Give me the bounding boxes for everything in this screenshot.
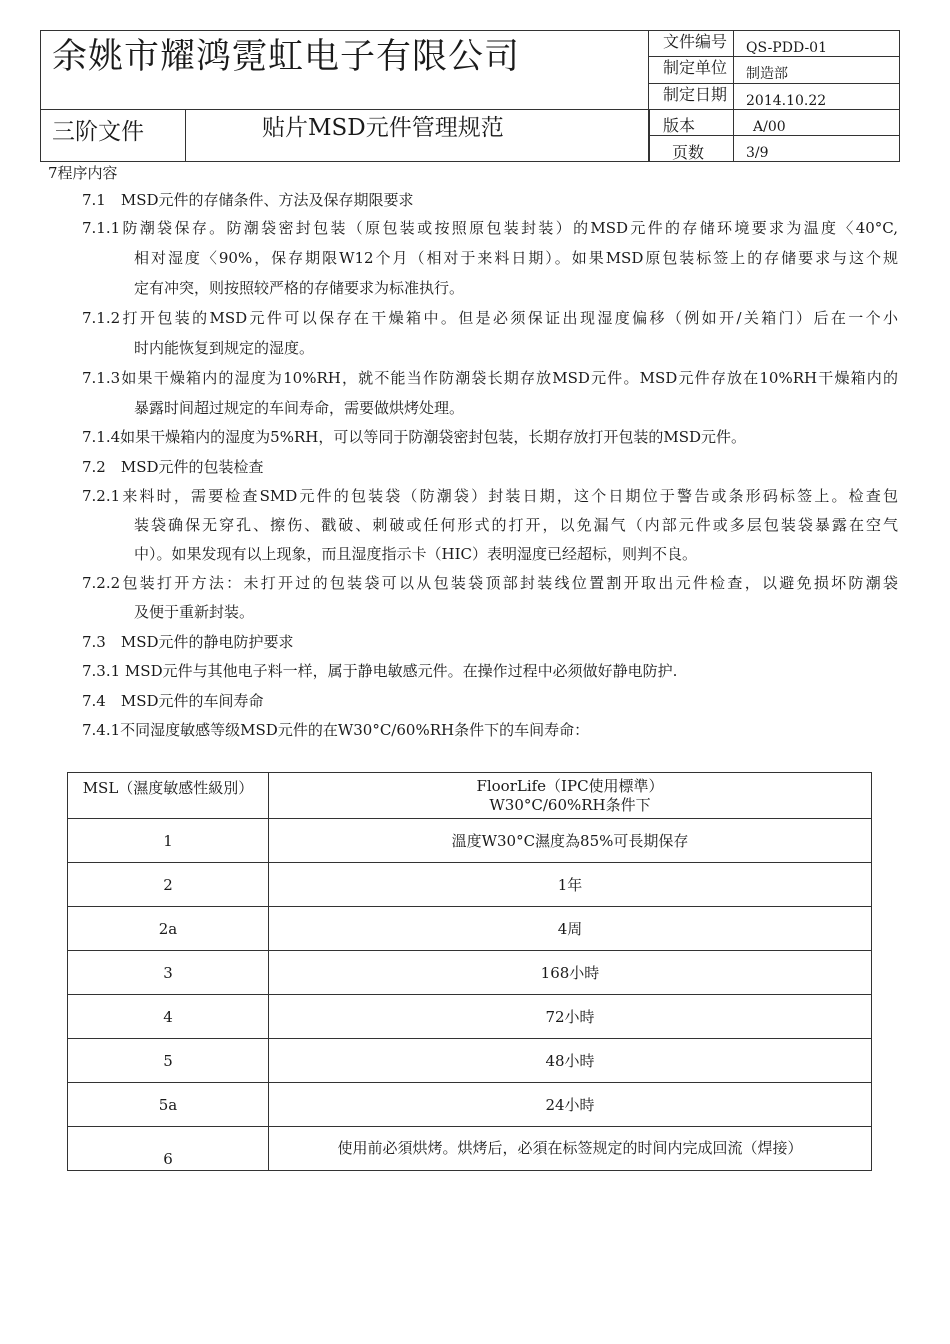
para-7-1-1-line-1: 7.1.1防潮袋保存。防潮袋密封包装（原包装或按照原包装封装）的MSD元件的存储环境要求为温度〈40°C, <box>82 219 898 237</box>
floor-life: 72小時 <box>269 995 872 1039</box>
floor-life: 168小時 <box>269 951 872 995</box>
meta-value-dept: 制造部 <box>746 66 788 82</box>
para-7-1-2-line-1: 7.1.2打开包装的MSD元件可以保存在干燥箱中。但是必须保证出现湿度偏移（例如开/关箱门）后在一个小 <box>82 309 898 327</box>
para-7-1-1-line-3: 定有冲突，则按照较严格的存储要求为标准执行。 <box>134 279 465 297</box>
meta-label-doc-no: 文件编号 <box>663 32 728 51</box>
subsection-7-3: 7.3 MSD元件的静电防护要求 <box>82 633 294 651</box>
header-floor-life-line-2: W30°C/60%RH条件下 <box>489 796 651 814</box>
para-7-1-3-line-1: 7.1.3如果干燥箱内的湿度为10%RH，就不能当作防潮袋长期存放MSD元件。MSD元件存放在10%RH干燥箱内的 <box>82 369 898 387</box>
table-row <box>68 1083 872 1127</box>
msl-level: 2 <box>68 863 269 907</box>
para-7-4-1: 7.4.1不同湿度敏感等级MSD元件的在W30°C/60%RH条件下的车间寿命： <box>82 721 590 739</box>
msl-level: 6 <box>68 1127 269 1171</box>
meta-label-version: 版本 <box>663 116 696 135</box>
para-7-2-2-line-2: 及便于重新封装。 <box>134 603 255 621</box>
floor-life: 48小時 <box>269 1039 872 1083</box>
table-row <box>68 1127 872 1171</box>
msl-level: 2a <box>68 907 269 951</box>
table-row <box>68 819 872 863</box>
para-7-1-3-line-2: 暴露时间超过规定的车间寿命，需要做烘烤处理。 <box>134 399 465 417</box>
meta-value-doc-no: QS-PDD-01 <box>746 40 827 56</box>
meta-label-date: 制定日期 <box>663 85 728 104</box>
para-7-2-1-line-2: 装袋确保无穿孔、擦伤、戳破、刺破或任何形式的打开，以免漏气（内部元件或多层包装袋暴露在空气 <box>134 516 898 534</box>
table-row <box>68 951 872 995</box>
msl-level: 3 <box>68 951 269 995</box>
document-level: 三阶文件 <box>52 119 144 145</box>
msl-level: 5 <box>68 1039 269 1083</box>
para-7-2-2-line-1: 7.2.2包装打开方法：未打开过的包装袋可以从包装袋顶部封装线位置割开取出元件检查，以避免损坏防潮袋 <box>82 574 898 592</box>
meta-label-pages: 页数 <box>672 143 705 162</box>
msl-level: 1 <box>68 819 269 863</box>
document-title: 贴片MSD元件管理规范 <box>262 115 504 141</box>
table-header-row <box>68 773 872 819</box>
msl-level: 5a <box>68 1083 269 1127</box>
table-row <box>68 995 872 1039</box>
subsection-7-4: 7.4 MSD元件的车间寿命 <box>82 692 264 710</box>
floor-life: 24小時 <box>269 1083 872 1127</box>
floor-life: 1年 <box>269 863 872 907</box>
floor-life: 4周 <box>269 907 872 951</box>
table-row <box>68 1039 872 1083</box>
subsection-7-2: 7.2 MSD元件的包装检查 <box>82 458 264 476</box>
para-7-3-1: 7.3.1 MSD元件与其他电子料一样，属于静电敏感元件。在操作过程中必须做好静电防护. <box>82 662 678 680</box>
meta-value-version: A/00 <box>753 119 786 135</box>
header-floor-life <box>269 773 872 819</box>
para-7-1-1-line-2: 相对湿度〈90%，保存期限W12个月（相对于来料日期）。如果MSD原包装标签上的存储要求与这个规 <box>134 249 898 267</box>
company-name: 余姚市耀鸿霓虹电子有限公司 <box>52 37 521 77</box>
table-row <box>68 907 872 951</box>
para-7-2-1-line-1: 7.2.1来料时，需要检查SMD元件的包装袋（防潮袋）封装日期，这个日期位于警告或条形码标签上。检查包 <box>82 487 898 505</box>
meta-label-dept: 制定单位 <box>663 58 728 77</box>
table-row <box>68 863 872 907</box>
floor-life: 溫度W30°C濕度為85%可長期保存 <box>269 819 872 863</box>
msl-floor-life-table <box>67 772 872 1171</box>
section-heading: 7程序内容 <box>48 164 118 182</box>
subsection-7-1: 7.1 MSD元件的存储条件、方法及保存期限要求 <box>82 191 414 209</box>
header-msl: MSL（濕度敏感性級別） <box>68 773 269 819</box>
header-floor-life-line-1: FloorLife（IPC使用標準） <box>476 777 664 795</box>
floor-life: 使用前必須烘烤。烘烤后，必須在标签规定的时间内完成回流（焊接） <box>269 1127 872 1171</box>
para-7-1-4: 7.1.4如果干燥箱内的湿度为5%RH，可以等同于防潮袋密封包装，长期存放打开包装的MSD元件。 <box>82 428 747 446</box>
meta-value-pages: 3/9 <box>746 145 769 161</box>
para-7-2-1-line-3: 中）。如果发现有以上现象，而且湿度指示卡（HIC）表明湿度已经超标，则判不良。 <box>134 545 697 563</box>
msl-level: 4 <box>68 995 269 1039</box>
para-7-1-2-line-2: 时内能恢复到规定的湿度。 <box>134 339 315 357</box>
meta-value-date: 2014.10.22 <box>746 93 827 109</box>
